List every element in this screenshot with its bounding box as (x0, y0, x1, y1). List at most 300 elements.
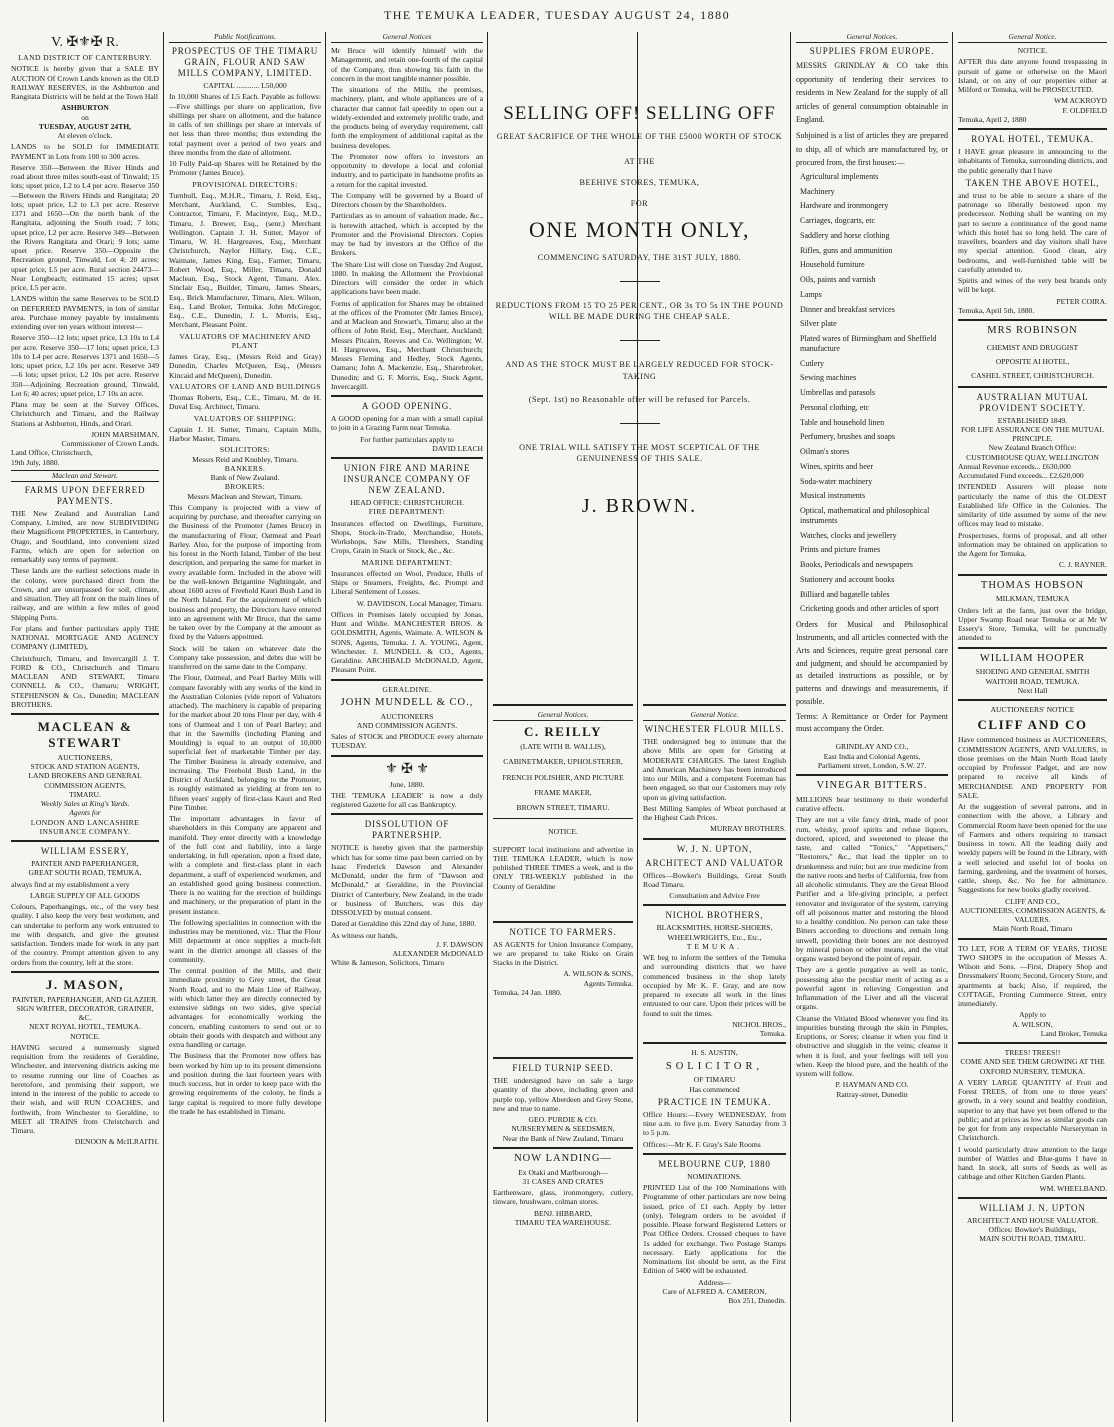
column-heading: Public Notifications. (169, 32, 321, 43)
mason-text: HAVING secured a numerously signed requisition from the residents of Geraldine, Winchester, and intervening districts asking me to resume running our line of Coaches as heretofore, and promising their support, we intend in the interest of the public to accede to their wish, and will RUN COACHES, and forthwith, from Winchester to Geraldine, to MEET all TRAINS from Christchurch and Timaru. (11, 1042, 159, 1136)
supplies-item: Personal clothing, etc (800, 402, 870, 412)
divider (493, 704, 633, 706)
ms-line: AUCTIONEERS, (57, 752, 113, 762)
supplies-item: Table and household linen (800, 417, 885, 427)
essery-text-2: Colours, Paperhangings, etc., of the very best quality. I also keep the very best workmen, and can undertake to perform any work entrusted to me with despatch, and give the greatest satisfaction. Tenders made for work in any part of the country. Prompt attention given to any orders from the country, left at the store. (11, 902, 159, 967)
capital-text: In 10,000 Shares of L5 Each. Payable as follows:—Five shillings per share on application, five shillings per share on allotment, and the balance in calls of ten shillings per share at intervals of not less than three months; thus extending the total payment over a period of two years and three months from the date of allotment. (169, 92, 321, 157)
reilly-line: BROWN STREET, TIMARU. (516, 803, 610, 812)
upton-title: W. J. N. UPTON, (676, 843, 753, 854)
supplies-item: Perfumery, brushes and soaps (800, 432, 896, 442)
union-sign: W. DAVIDSON, Local Manager, Timaru. (356, 598, 483, 608)
grindlay-sign: GRINDLAY AND CO., (835, 742, 909, 752)
hobson-text: Orders left at the farm, just over the bridge, Upper Swamp Road near Temuka or at Mr W Essery's Store, Temuka, will be punctually attended to (958, 605, 1107, 643)
valuators: James Gray, Esq., (Messrs Reid and Gray) Dunedin, Charles McQueen, Esq., (Messrs Kincaid and McQueen), Dunedin. (169, 352, 321, 380)
grindlay-address: Parliament street, London, S.W. 27. (817, 760, 927, 770)
brown-sign: J. BROWN. (581, 494, 698, 517)
union-offices: Offices in Premises lately occupied by Jonas, Hunt and Wildie. MANCHESTER BROS. & GOLDSMITH, Agents, Waimate. A. WILSON & SONS, Agents, Temuka. J. A. YOUNG, Agent, Winchester. J. MUNDELL & CO., Agents, Geraldine. ARCHIBALD McDONALD, Agent, Pleasant Point. (331, 609, 483, 675)
upton-consult: Consultation and Advice Free (669, 891, 760, 901)
supplies-item: Billiard and bagatelle tables (800, 589, 890, 599)
divider (331, 395, 483, 397)
bitters-text-3: They are a gentle purgative as well as tonic, possessing also the peculiar merit of acting as a powerful agent in relieving Congestion and Inflammation of the Liver and all the visceral organs. (796, 965, 948, 1012)
supplies-item: Watches, clocks and jewellery (800, 530, 897, 540)
support-text: SUPPORT local institutions and advertise in THE TEMUKA LEADER, which is now published THREE TIMES a week, and is the ONLY TRI-WEEKLY published in the County of Geraldine (493, 844, 633, 891)
cup-sub: NOMINATIONS. (687, 1171, 742, 1181)
austin-text: Has commenced (689, 1084, 740, 1094)
trees-text-2: I would particularly draw attention to the large number of Wattles and Blue-gums I have in hand. In stock, all sorts of Seeds as well as cabbage and other Kitchen Garden Plants. (958, 1144, 1107, 1182)
column-7 (955, 32, 1110, 1422)
signer-name: JOHN MARSHMAN, (91, 429, 159, 439)
supplies-item: Carriages, dogcarts, etc (800, 216, 876, 226)
opening-sign: DAVID LEACH (432, 443, 483, 453)
bitters-text: MILLIONS bear testimony to their wonderful curative effects. (796, 794, 948, 814)
amp-est: ESTABLISHED 1849. (997, 415, 1068, 425)
farms-text: THE New Zealand and Australian Land Company, Limited, are now SUBDIVIDING their Magnificent PROPERTIES, in Canterbury, Otago, and Southland, into convenient sized Farms, which are open for selection on remarkably easy terms of payment. (11, 508, 159, 565)
mason-notice: NOTICE. (70, 1031, 100, 1041)
supplies-item: Lamps (800, 289, 822, 299)
body-paragraph: The Business that the Promoter now offers has been worked by him up to its present dimensions and position during the last fourteen years with much success, but in order to keep pace with the growing requirements of the colony, he finds a large capital is required to more fully develope the trade he has established in Timaru. (169, 1051, 321, 1116)
terms-text: Terms: A Remittance or Order for Payment must accompany the Order. (796, 711, 948, 734)
hooper-title: WILLIAM HOOPER (979, 652, 1086, 664)
supplies-item: Optical, mathematical and philosophical instruments (800, 506, 930, 525)
trees-sub: COME AND SEE THEM GROWING AT THE OXFORD NURSERY, TEMUKA. (960, 1057, 1105, 1076)
divider (643, 904, 786, 906)
ms-line: COMMISSION AGENTS, (44, 780, 126, 790)
supplies-item: Rifles, guns and ammunition (800, 245, 893, 255)
notice-sign-2: F. OLDFIELD (1062, 105, 1107, 115)
mundell-title: JOHN MUNDELL & CO., (340, 696, 474, 708)
column-3 (328, 32, 486, 1422)
orders-text: Orders for Musical and Philosophical Instruments, and all articles connected with the Arts and Sciences, require great personal care and judgment, and should be accompanied by as detailed instructions as possible, or by patterns and drawings and measurements, if possible. (796, 620, 948, 706)
hobson-sub: MILKMAN, TEMUKA (995, 594, 1070, 604)
bitters-sign: P. HAYMAN AND CO. (835, 1080, 909, 1090)
union-title: UNION FIRE AND MARINE INSURANCE COMPANY OF NEW ZEALAND. (343, 463, 471, 496)
one-month-headline: ONE MONTH ONLY, (529, 217, 750, 243)
column-heading: General Notices. (796, 32, 948, 43)
hooper-sub: SHOEING AND GENERAL SMITH (975, 667, 1090, 677)
opening-text: A GOOD opening for a man with a small capital to join in a Grazing Farm near Temuka. (331, 414, 483, 433)
mundell-line: AND COMMISSION AGENTS. (356, 720, 458, 730)
body-paragraph: The Flour, Oatmeal, and Pearl Barley Mills will compare favorably with any works of the kind in the Australian Colonies (vide report of Valuators attached). The machinery is capable of preparing for the market about 20 tons Flour per day, with 4 tons of Oatmeal and 1 ton of Pearl Barley; and that in the Sawmills (including Planing and Moulding) is equal to an output of 10,000 superficial feet of marketable Timber per day. The Timber Business is already extensive, and increasing. The Freehold Bush Land, in the District of Auckland, belonging to the Promoter, is roughly estimated as yielding at from ten to fifteen years' supply of first-class Kauri and Red Pine Timber. (169, 673, 321, 812)
cup-text: PRINTED List of the 100 Nominations with Programme of other particulars are now being issued, price of £1 each. Apply by letter (only). Telegram orders to be avoided if possible. Please forward Registered Letters or Post Office Orders. Crossed cheques to have 1s added for exchange. Two Postage Stamps necessary. Early applications for the Nominations list should be sent, as the First Edition of 5400 will be exhausted. (643, 1183, 786, 1276)
divider (958, 1197, 1107, 1199)
robinson-line: CHEMIST AND DRUGGIST (986, 342, 1079, 352)
mason-title: J. MASON, (45, 976, 125, 992)
sale-time: At eleven o'clock. (57, 131, 113, 141)
mason-line: NEXT ROYAL HOTEL, TEMUKA. (29, 1022, 141, 1032)
bitters-text-2: They are not a vile fancy drink, made of poor rum, whisky, proof spirits and refuse liquors, doctored, spiced, and sweetened to please the taste, and called "Tonics," "Appetisers," "Restorers," &c., that lead the tippler on to drunkenness and ruin; but are true medicine from the native roots and herbs of California, free from all alcoholic stimulants. They are the Great Blood Purifier and a life-giving principle, a perfect renovator and invigorator of the system, carrying off all poisonous matter and restoring the blood to a healthy condition. No person can take these Bitters according to directions and remain long unwell, providing their bones are not destroyed by mineral poison or other means, and the vital organs wasted beyond the point of repair. (796, 815, 948, 964)
reductions-text: REDUCTIONS FROM 15 TO 25 PER CENT., OR 3s TO 5s IN THE POUND WILL BE MADE DURING THE CHEAP SALE. (495, 301, 784, 322)
divider (958, 386, 1107, 388)
amp-revenue: Annual Revenue exceeds... £630,000 (958, 461, 1071, 471)
column-rule (163, 32, 164, 1422)
body-paragraph: Particulars as to amount of valuation made, &c., is herewith attached, which is accepted by the Promoter and the Provisional Directors. Copies may be had by investors at the Office of the Brokers. (331, 211, 483, 258)
body-paragraph: The following specialities in connection with the industries may be mentioned, viz.: That the Flour Mill department at once supplies a much-felt want in the district amongst all classes of the community. (169, 917, 321, 964)
deferred-list: Reserve 350—12 lots; upset price, L3 10s to L4 per acre. Reserve 350—17 lots; upset price, L3 10s to L4 per acre. Reserves 1371 and 1650—5 lots; upset price, L2 10s per acre. Reserve 349—6 lots; upset price, L2 10s per acre. Reserve 350—Adjoining Recreation ground, Tinwald, Lot 6; 40 acres; upset price, L7 10s an acre. (11, 333, 159, 398)
supplies-item: Umbrellas and parasols (800, 388, 876, 398)
austin-hours: Office Hours:—Every WEDNESDAY, from nine a.m. to five p.m. Every Saturday from 3 to 5 p.m. (643, 1109, 786, 1138)
mills-title: WINCHESTER FLOUR MILLS. (644, 724, 785, 735)
notice-text: NOTICE is hereby given that a SALE BY AUCTION Of Crown Lands known as the OLD RAILWAY RESERVES, in the Ashburton and Rangitata Districts will be held at the Town Hall (11, 64, 159, 102)
divider (958, 699, 1107, 701)
austin-title: H. S. AUSTIN, (691, 1048, 738, 1058)
divider (620, 281, 660, 282)
column-heading: General Notice. (958, 32, 1107, 43)
crest-letter-right: R. (105, 35, 119, 50)
supplies-text-2: Subjoined is a list of articles they are prepared to ship, all of which are manufactured by, or procured from, the first houses:— (796, 131, 948, 168)
amp-quay: CUSTOMHOUSE QUAY, WELLINGTON (966, 452, 1099, 462)
divider (958, 128, 1107, 130)
beehive-ad (490, 32, 789, 692)
cliff-text-2: At the suggestion of several patrons, and in connection with the above, a Library and Commercial Room have been opened for the use of Farmers and others requiring to transact business in town. All the leading daily and weekly papers will be found in the Library, with a well selected and useful lot of books on farming, gardening, and the treatment of horses, cattle, sheep, &c. No fee for admittance. Suggestions for new books gladly received. (958, 802, 1107, 895)
stores-name: BEEHIVE STORES, TEMUKA, (579, 178, 700, 188)
royal-crest-icon: ⚜ ✠ ⚜ (385, 761, 429, 777)
divider (493, 1147, 633, 1149)
farms-agents: Christchurch, Timaru, and Invercargill J. T. FORD & CO., Christchurch and Timaru MACLEAN AND STEWART, Timaru CONNELL & CO., Oamaru; WRIGHT, STEPHENSON & Co., Dunedin; MACLEAN BROTHERS. (11, 653, 159, 709)
supplies-item: Cutlery (800, 358, 824, 368)
column-rule (325, 32, 326, 1422)
divider (643, 838, 786, 840)
farms-apply: For plans and further particulars apply THE NATIONAL MORTGAGE AND AGENCY COMPANY (LIMITED), (11, 623, 159, 652)
directors: Turnbull, Esq., M.H.R., Timaru, J. Reid, Esq., Merchant, Auckland, C. Sumbles, Esq., Contractor, Timaru, F. Macintyre, Esq., M.D., Timaru, J. Brewer, Esq., (senr.) Merchant Wellington. Captain J. H. Sutter, Mayor of Timaru, W. H. Hargreaves, Esq., Merchant Christchurch, Naylor Hillary, Esq., C.E., Waimate, James King, Esq., Farmer, Timaru, Robert Wood, Esq., Miller, Timaru, Donald Maclean, Esq., Stock Agent, Timaru. Alex. Sinclair Esq., Builder, Timaru, James Shears, Esq., Brick Manufacturer, Timaru, Alex. Wilson, Esq., Land Broker, Temuka. John McGregor, Esq., C.E., Dunedin, J. L. Morris, Esq., Merchant, Pleasant Point. (169, 190, 321, 330)
cliff-title: CLIFF AND CO (977, 717, 1088, 733)
nichol-title: NICHOL BROTHERS, (665, 910, 764, 921)
divider (331, 813, 483, 815)
divider (11, 971, 159, 973)
bankers-heading: BANKERS. (224, 463, 266, 473)
directors-heading: PROVISIONAL DIRECTORS: (192, 179, 298, 189)
lb-heading: VALUATORS OF LAND AND BUILDINGS (169, 381, 321, 391)
farms-title: FARMS UPON DEFERRED PAYMENTS. (24, 484, 146, 506)
reilly-line: FRAME MAKER, (534, 787, 592, 797)
mundell-text: Sales of STOCK and PRODUCE every alternate TUESDAY. (331, 732, 483, 751)
supplies-item: Oils, paints and varnish (800, 275, 876, 285)
upton-office: Offices—Bowker's Buildings, Great South Road Timaru. (643, 870, 786, 889)
divider (493, 818, 633, 819)
body-paragraph: The Share List will close on Tuesday 2nd August, 1880. In making the Allotment the Provisional Directors will consider the order in which applications have been made. (331, 259, 483, 297)
ms-line: STOCK AND STATION AGENTS, (30, 762, 140, 772)
body-paragraph: The central position of the Mills, and their immediate proximity to Grey street, the Great North Road, and to the Main Line of Railway, with which latter they are directly connected by extensive sidings on two sides, give special advantages for economically working the concern, enabling customers to send out or to obtain their goods with despatch and without any extra handling or cartage. (169, 966, 321, 1050)
body-paragraph: The situations of the Mills, the premises, machinery, plant, and whole appliances are of a character that cannot fail speedily to open out a widely-extended and extremely prolific trade, and the products being of everyday requirement, call forth the employment of additional capital as the business developes. (331, 85, 483, 150)
sale-on: on (81, 112, 89, 122)
lands-text: LANDS to be SOLD for IMMEDIATE PAYMENT in Lots from 100 to 300 acres. (11, 142, 159, 161)
upton2-address: MAIN SOUTH ROAD, TIMARU. (979, 1234, 1086, 1244)
turnip-sign: GEO. PURDIE & CO. (528, 1115, 598, 1125)
austin-sub: SOLICITOR, (665, 1060, 764, 1072)
valuators-heading: VALUATORS OF MACHINERY AND PLANT (179, 331, 311, 350)
brokers: Messrs Maclean and Stewart, Timaru. (187, 491, 303, 501)
hobson-title: THOMAS HOBSON (980, 579, 1085, 591)
nichol-sub: BLACKSMITHS, HORSE-SHOERS, WHEELWRIGHTS, Etc., Etc., (656, 923, 773, 942)
capital: CAPITAL ............ L50,000 (203, 81, 287, 91)
essery-line: PAINTER AND PAPERHANGER, (31, 859, 139, 869)
land-district-heading: LAND DISTRICT OF CANTERBURY. (18, 53, 152, 63)
reilly-line: FRENCH POLISHER, AND PICTURE (502, 772, 624, 782)
supplies-item: Hardware and ironmongery (800, 201, 889, 211)
sign-2: ALEXANDER McDONALD (392, 949, 483, 959)
divider (493, 1057, 633, 1059)
amp-branch: New Zealand Branch Office: (988, 443, 1077, 453)
let-sign: A. WILSON, (1012, 1019, 1053, 1029)
austin-office: Offices:—Mr K. F. Gray's Sale Rooms (643, 1139, 761, 1149)
supplies-item: Oilman's stores (800, 447, 850, 457)
witness: As witness our hands, (331, 930, 398, 940)
supplies-item: Prints and picture frames (800, 545, 881, 555)
divider (958, 319, 1107, 321)
hotel-taken: TAKEN THE ABOVE HOTEL, (965, 177, 1100, 188)
supplies-title: SUPPLIES FROM EUROPE. (809, 46, 935, 57)
opening-title: A GOOD OPENING. (361, 401, 453, 412)
ms-line: TIMARU. (69, 789, 101, 799)
paid-up: 10 Fully Paid-up Shares will be Retained by the Promoter (James Bruce). (169, 159, 321, 178)
supplies-item: Wines, spirits and beer (800, 461, 873, 471)
amp-text: INTENDED Assurers will please note particularly the name of this the OLDEST Established life Office in the Colonies. The similarity of title assumed by some of the new offices may lead to mistake. (958, 482, 1107, 529)
mills-text: THE undersigned beg to intimate that the above Mills are open for Gristing at MODERATE CHARGES. The latest English and American Machinery has been introduced into our Mills, and a competent Foreman has been engaged, so that our Customers may rely upon us giving satisfaction. (643, 737, 786, 802)
trees-sign: WM. WHEELBAND. (1039, 1183, 1107, 1193)
fire-text: Insurances effected on Dwellings, Furniture, Shops, Stock-in-Trade, Merchandise, Hotels, Workshops, Saw Mills, Threshers, Standing Crops, Grain in Stack or Stock, &c., &c. (331, 518, 483, 556)
masthead: THE TEMUKA LEADER, TUESDAY AUGUST 24, 1880 (383, 8, 731, 22)
farmers-sign-2: Agents Temuka. (583, 978, 633, 988)
royal-crest (11, 34, 159, 51)
mason-sign: DENOON & McILRAITH. (74, 1137, 159, 1147)
supplies-item: Household furniture (800, 260, 865, 270)
turnip-address: Near the Bank of New Zealand, Timaru (502, 1133, 624, 1143)
hotel-sign: PETER COIRA. (1056, 296, 1107, 306)
supplies-item: Plated wares of Birmingham and Sheffield manufacture (800, 334, 937, 353)
divider (11, 713, 159, 715)
body-paragraph: The Company will be governed by a Board of Directors chosen by the Shareholders. (331, 190, 483, 210)
divider (643, 704, 786, 706)
body-paragraph: Mr Bruce will identify himself with the Management, and retain one-fourth of the capital of the Company, thus showing his faith in the concern in the most tangible manner possible. (331, 46, 483, 83)
landing-text: Earthenware, glass, ironmongery, cutlery, tinware, brushware, colman stores. (493, 1188, 633, 1207)
supplies-item: Sewing machines (800, 373, 857, 383)
supplies-item: Soda-water machinery (800, 476, 873, 486)
divider (958, 1042, 1107, 1044)
auctioneers-heading: AUCTIONEERS' NOTICE (990, 705, 1075, 715)
supplies-item: Stationery and account books (800, 574, 895, 584)
column-rule (790, 32, 791, 1422)
cup-box: Box 251, Dunedin. (728, 1296, 786, 1305)
supplies-item: Cricketing goods and other articles of sport (800, 604, 939, 614)
amp-sign: C. J. RAYNER. (1058, 560, 1107, 570)
cliff-sign: CLIFF AND CO., (1005, 896, 1060, 906)
landing-cases: 31 CASES AND CRATES (522, 1176, 604, 1186)
cliff-text: Have commenced business as AUCTIONEERS, COMMISSION AGENTS, AND VALUERS, in those premises on the Main North Road lately occupied by Professor Padget, and are now prepared to receive all kinds of MERCHANDISE AND PROPERTY FOR SALE. (958, 735, 1107, 800)
crest-icon: ✠⚜✠ (66, 35, 103, 50)
ms-company: LONDON AND LANCASHIRE INSURANCE COMPANY. (30, 817, 140, 836)
nichol-sign: NICHOL BROS., (732, 1019, 786, 1029)
selling-off-headline: SELLING OFF! SELLING OFF (503, 103, 776, 124)
supplies-item: Saddlery and horse clothing (800, 230, 890, 240)
reilly-title: C. REILLY (523, 724, 603, 740)
landing-sign: BENJ. HIBBARD, (533, 1208, 592, 1218)
landing-sub: Ex Otaki and Marlborough— (518, 1167, 608, 1177)
ship-heading: VALUATORS OF SHIPPING: (193, 413, 297, 423)
turnip-title: FIELD TURNIP SEED. (512, 1063, 614, 1074)
cliff-address: Main North Road, Timaru (992, 924, 1073, 934)
let-apply: Apply to (1019, 1010, 1046, 1020)
dissolution-date: Dated at Geraldine this 22nd day of June, 1880. (331, 919, 477, 929)
farmers-title: NOTICE TO FARMERS. (509, 926, 617, 937)
hotel-text: I HAVE great pleasure in announcing to the inhabitants of Temuka, surrounding districts, and the public generally that I have (958, 147, 1107, 175)
essery-line: GREAT SOUTH ROAD, TEMUKA, (28, 868, 142, 878)
solicitors-heading: SOLICITORS: (219, 445, 271, 455)
bitters-address: Rattray-street, Dunedin (836, 1089, 908, 1099)
landing-store: TIMARU TEA WAREHOUSE. (514, 1217, 612, 1227)
turnip-sign-2: NURSERYMEN & SEEDSMEN, (511, 1124, 615, 1134)
column-2 (166, 32, 324, 1422)
trees-text: A VERY LARGE QUANTITY of Fruit and Forest TREES, of from one to three years' growth, in a very sound and healthy condition, superior to any that have yet been offered to the public; and at prices as low as similar goods can be got for from any respectable Nurseryman in Christchurch. (958, 1077, 1107, 1143)
essery-supply: LARGE SUPPLY OF ALL GOODS (29, 890, 141, 900)
mills-sign: MURRAY BROTHERS. (710, 824, 786, 834)
farmers-sign: A. WILSON & SONS, (563, 969, 633, 979)
stocktaking-text: AND AS THE STOCK MUST BE LARGELY REDUCED FOR STOCK-TAKING (505, 360, 774, 381)
sale-date: TUESDAY, AUGUST 24TH, (38, 121, 132, 131)
column-rule (952, 32, 953, 1422)
marine-text: Insurances effected on Wool, Produce, Hulls of Ships or Steamers, Freights, &c. Prompt and Liberal Settlement of Losses. (331, 568, 483, 597)
ms-line: LAND BROKERS AND GENERAL (28, 771, 142, 781)
trees-heading: TREES! TREES!! (1004, 1048, 1061, 1058)
supplies-item: Musical instruments (800, 491, 866, 501)
sacrifice-text: GREAT SACRIFICE OF THE WHOLE OF THE £5000 WORTH OF STOCK (496, 132, 783, 142)
supplies-item: Dinner and breakfast services (800, 304, 895, 314)
essery-title: WILLIAM ESSERY, (40, 846, 130, 857)
prospectus-title: PROSPECTUS OF THE TIMARU GRAIN, FLOUR AND SAW MILLS COMPANY, LIMITED. (171, 46, 319, 79)
nichol-place: TEMUKA. (686, 941, 743, 951)
sale-place: ASHBURTON (61, 103, 109, 113)
body-paragraph: This Company is projected with a view of acquiring by purchase, and thereafter carrying on the Business of the Promoter (James Bruce) in the manufacturing of Flour, Oatmeal and Pearl Barley. Also, for the purpose of importing from his forest in the North Island, Timber of the best description, and preparing the same for market in every available form. Included in the above will be the well-known Brigantine Nightingale, and about 1600 acres of Freehold Kauri Bush Land in the North Island. For the acquirement of which business and property, the Directors have entered into an agreement with Mr Bruce, that the same be taken over by the Company at the amount as fixed by the Valuers appointed. (169, 502, 321, 642)
farmers-text: AS AGENTS for Union Insurance Company, we are prepared to take Risks on Grain Stacks in the District. (493, 939, 633, 968)
body-paragraph: Stock will be taken on whatever date the Company take possession, and debts due will be transferred on the same date to the Company. (169, 643, 321, 672)
body-paragraph: Forms of application for Shares may be obtained at the offices of the Promoter (Mr James Bruce), and at Maclean and Stewart's, Timaru; also at the offices of John Reid, Esq., Merchant, Auckland; Messrs Pitcairn, Reeves and Co. Wellington; W. H. Hargreaves, Esq., Merchant Christchurch; Messrs Fleming and Hedley, Stock Agents, Oamaru; John A. Mackenzie, Esq., Sharebroker, Dunedin; and G. F. Morris, Esq., Stock Agent, Invercargill. (331, 298, 483, 391)
divider (331, 679, 483, 681)
fire-heading: FIRE DEPARTMENT: (368, 507, 446, 517)
reilly-line: CABINETMAKER, UPHOLSTERER, (503, 757, 623, 767)
bankers: Bank of New Zealand. (210, 473, 280, 483)
amp-fund: Accumulated Fund exceeds... £2,620,000 (958, 471, 1084, 481)
hotel-text-3: Spirits and wines of the very best brands only will be kept. (958, 276, 1107, 295)
divider (643, 1042, 786, 1044)
supplies-items-list (796, 172, 948, 614)
supplies-text: MESSRS GRINDLAY & CO take this opportunity of tendering their services to residents in New Zealand for the supply of all articles of general consumption obtainable in England. (796, 61, 948, 125)
divider (493, 921, 633, 923)
maclean-stewart-title: MACLEAN & STEWART (37, 719, 133, 751)
divider (620, 423, 660, 424)
dissolution-title: DISSOLUTION OF PARTNERSHIP. (364, 819, 450, 841)
column-4-lower (490, 704, 636, 1422)
marine-heading: MARINE DEPARTMENT: (361, 557, 453, 567)
divider (958, 938, 1107, 940)
dissolution-text: NOTICE is hereby given that the partnership which has for some time past been carried on by Isaac Frederick Dawson and Alexander McDonald, under the firm of "Dawson and McDonald," at Geraldine, in the Provincial District of Canterbury, New Zealand, in the trade or business of Butchers, was this day DISSOLVED by mutual consent. (331, 843, 483, 918)
hooper-road: WAITOHI ROAD, TEMUKA. (985, 676, 1080, 686)
geraldine-heading: GERALDINE. (382, 684, 432, 694)
essery-text: always find at my establishment a very (11, 879, 130, 889)
at-the: AT THE (624, 157, 655, 167)
divider (958, 574, 1107, 576)
supplies-item: Agricultural implements (800, 171, 879, 181)
notice-heading: NOTICE. (548, 827, 578, 837)
nichol-text: WE beg to inform the settlers of the Temuka and surrounding districts that we have commenced business in the shop lately occupied by Mr K. F. Gray, and are now prepared to execute all work in the lines entrusted to our care. Upon their prices will be found to suit the times. (643, 953, 786, 1018)
crest-letter-left: V. (51, 35, 63, 50)
divider (620, 340, 660, 341)
cliff-sub: AUCTIONEERS, COMMISSION AGENTS, & VALUERS. (959, 905, 1106, 925)
mason-line: SIGN WRITER, DECORATOR, GRAINER, &C. (16, 1003, 154, 1023)
column-1 (8, 32, 162, 1422)
signer-date: 19th July, 1880. (11, 457, 60, 467)
farmers-date: Temuka, 24 Jan. 1880. (493, 987, 562, 997)
mason-line: PAINTER, PAPERHANGER, AND GLAZIER. (12, 994, 158, 1004)
solicitors: Messrs Reid and Knubley, Timaru. (192, 454, 298, 464)
mills-text-2: Best Milling Samples of Wheat purchased at the Highest Cash Prices. (643, 803, 786, 823)
divider (11, 840, 159, 842)
sign-1: J. F. DAWSON (436, 939, 483, 949)
bitters-title: VINEGAR BITTERS. (816, 780, 928, 792)
robinson-line: CASHEL STREET, CHRISTCHURCH. (971, 371, 1094, 381)
landing-title: NOW LANDING— (514, 1152, 612, 1164)
body-paragraph: The Promoter now offers to investors an opportunity to develope a local and colonial industry, and to participate in handsome profits as a return for the capital invested. (331, 151, 483, 189)
brokers-heading: BROKERS: (224, 482, 266, 492)
divider (331, 457, 483, 459)
commencing-text: COMMENCING SATURDAY, THE 31ST JULY, 1880. (537, 253, 742, 263)
let-text: TO LET, FOR A TERM OF YEARS, THOSE TWO SHOPS in the occupation of Messrs A. Wilson and Sons. —First, Drapery Shop and Dressmakers' Room; Second, Grocery Store, and apartments at back; Also, if required, the COTTAGE, Fronting Commerce Street, entry immediately. (958, 943, 1107, 1009)
upton2-title: WILLIAM J. N. UPTON (979, 1202, 1086, 1213)
amp-title: AUSTRALIAN MUTUAL PROVIDENT SOCIETY. (976, 391, 1089, 413)
supplies-item: Books, Periodicals and newspapers (800, 560, 913, 570)
signer-title: Commissioner of Crown Lands. (61, 439, 159, 449)
opening-apply: For further particulars apply to (360, 434, 454, 444)
divider (331, 755, 483, 757)
nichol-sign-2: Temuka. (759, 1029, 786, 1039)
austin-sub-2: OF TIMARU (693, 1075, 736, 1085)
upton-sub: ARCHITECT AND VALUATOR (645, 857, 784, 868)
column-5-lower (640, 704, 789, 1422)
cup-title: MELBOURNE CUP, 1880 (658, 1158, 771, 1169)
solicitors-note: White & Jameson, Solicitors, Timaru (331, 958, 445, 968)
let-sub: Land Broker, Temuka (1040, 1028, 1107, 1038)
column-rule (487, 32, 488, 1422)
farms-text-2: These lands are the earliest selections made in the colony, were purchased direct from the Crown, and are unsurpassed for soil, climate, and situation. They all front on the main lines of railway, and are within a few miles of good Shipping Ports. (11, 566, 159, 622)
hotel-date: Temuka, April 5th, 1880. (958, 305, 1035, 315)
notice-text: AFTER this date anyone found trespassing in pursuit of game or otherwise on the Maori Island, or on any of our properties either at Milford or Temuka, will be PROSECUTED. (958, 57, 1107, 95)
mundell-line: AUCTIONEERS (380, 711, 434, 721)
supplies-item: Machinery (800, 186, 835, 196)
notice-date: Temuka, April 2, 1880 (958, 114, 1027, 124)
hooper-next: Next Hall (1017, 685, 1048, 695)
lb: Thomas Roberts, Esq., C.E., Timaru, M. de H. Duval Esq. Architect, Timaru. (169, 393, 321, 412)
hotel-title: ROYAL HOTEL, TEMUKA. (971, 134, 1094, 145)
reilly-sub: (LATE WITH B. WALLIS), (520, 742, 606, 751)
for: FOR (630, 199, 649, 209)
ms-agents: Agents for (69, 808, 101, 818)
robinson-line: OPPOSITE AI HOTEL, (995, 357, 1070, 367)
plans-text: Plans may be seen at the Survey Offices, Christchurch and Timaru, and the Railway Stations at Ashburton, Hinds, and Orari. (11, 400, 159, 428)
austin-practice: PRACTICE IN TEMUKA. (657, 1096, 772, 1107)
column-6 (793, 32, 951, 1422)
signer-place: Land Office, Christchurch, (11, 448, 93, 458)
upton2-sub: ARCHITECT AND HOUSE VALUATOR. (966, 1215, 1099, 1225)
ms-weekly: Weekly Sales at King's Yards. (40, 799, 130, 809)
leader-text: THE 'TEMUKA LEADER' is now a duly registered Gazette for all cas Bankruptcy. (331, 790, 483, 810)
grindlay-sub: East India and Colonial Agents, (823, 751, 921, 761)
hotel-text-2: and trust to be able to secure a share of the patronage so liberally bestowed upon my predecessor. Nothing shall be wanting on my part to secure a continuance of the good name which this hotel has so long held. The care of travellers, boarders and day visitors shall have my special attention. Good clean, airy bedrooms, and well-furnished table will be carefully attended to. (958, 190, 1107, 274)
divider (796, 774, 948, 776)
upton2-office: Offices: Bowker's Buildings, (988, 1224, 1077, 1234)
notice-sign: WM ACKROYD (1054, 96, 1107, 106)
union-head-office: HEAD OFFICE: CHRISTCHURCH. (350, 498, 464, 508)
body-paragraph: The important advantages in favor of shareholders in this Company are apparent and manifold. They enter directly with a knowledge of the full cost and liability, into a large undertaking, in full operation, upon a fixed date, with a complete and first-class plant in each department, a staff of experienced workmen, and an established good going business connection. There is no waiting for the erection of buildings and machinery, or the preparation of plant in the present instance. (169, 814, 321, 916)
column-heading: General Notice. (643, 710, 786, 721)
maclean-heading: Maclean and Stewart. (11, 470, 159, 482)
parcels-text: (Sept. 1st) no Reasonable offer will be refused for Parcels. (528, 394, 751, 404)
